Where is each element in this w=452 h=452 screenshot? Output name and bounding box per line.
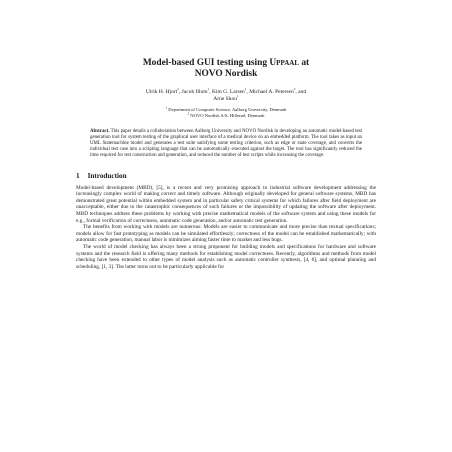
paragraph-1: Model-based development (MBD), [5], is a recent and very promising approach to industrial software development addressing the increasingly complex world of making correct and timely software. Although originally developed for general software systems, MBD has demonstrated great potential within embedded system and in particular safety critical systems for which failures after field deployment are unacceptable, either due to the catastrophic consequences of such failures or the impossibility of updating the software after deployment. MBD techniques address these problems by working with precise mathematical models of the software system and using these models for e.g., formal verification of correctness, automatic code generation, and/or automatic test generation. [76,184,376,224]
abstract-label: Abstract. [90,128,110,134]
title-line-2: NOVO Nordisk [194,69,258,79]
paragraph-2: The benefits from working with models are numerous: Models are easier to communicate and more precise than textual specifications; models allow for fast prototyping as models can be simulated effortlessly; correctness of the model can be established mathematically; with automatic code generation, manual labor is minimizes aiming faster time to market and less bugs. [76,224,376,244]
affil-mark: 2 [187,111,190,116]
paper-title [76,58,376,80]
affiliation-2 [76,113,376,119]
affiliation-2-text: NOVO Nordisk A/S, Hillerød, Denmark [190,112,265,118]
affil-mark: 2 [293,87,296,92]
section-body [76,185,376,271]
title-text-at: at [299,58,310,68]
affil-mark: 1 [165,105,168,110]
section-title: Introduction [87,171,127,180]
affiliation-1-text: Department of Computer Science, Aalborg University, Denmark [168,107,287,112]
section-number: 1 [76,171,80,180]
abstract-text: This paper details a collaboration between Aalborg University and NOVO Nordisk in developing an automatic model-based test generation tool for system testing of the graphical user interface of a medical device on an embedded platform. The tool takes as input an UML Statemachine model and generates a test suite satisfying some testing criterion, such as edge or state coverage, and converts the individual test case into a scripting language that can be automatically executed against the target. The tool has significantly reduced the time required for test construction and generation, and reduced the number of test scripts while increasing the coverage. [90,128,362,159]
title-tool-name: Uppaal [269,58,299,68]
paragraph-3: The world of model checking has always been a strong proponent for building models and specifications for hardware and software systems and the research field is offering many methods for establishing model correctness. Recently, algorithms and methods from model checking have been extended to other types of model analysis such as automatic controller synthesis, [4, 6], and optimal planning and scheduling, [1, 3]. The latter turns out to be particularly applicable for [76,243,376,270]
affil-mark: 2 [177,87,179,92]
affil-mark: 1 [207,87,210,92]
author-larsen: , Kim G. Larsen [209,89,245,95]
section-heading [76,172,376,181]
affiliations [76,107,376,119]
author-conjunction: , and [295,89,307,95]
author-illum: , Jacob Illum [178,89,208,95]
author-petersen: , Michael A. Petersen [246,89,294,95]
affil-mark: 1 [236,94,239,99]
affil-mark: 1 [244,87,247,92]
abstract [90,129,362,160]
author-hjort: Ulrik H. Hjort [145,89,178,95]
author-list [76,89,376,103]
author-skou: Arne Skou [213,96,237,102]
title-text: Model-based GUI testing using [142,58,270,68]
